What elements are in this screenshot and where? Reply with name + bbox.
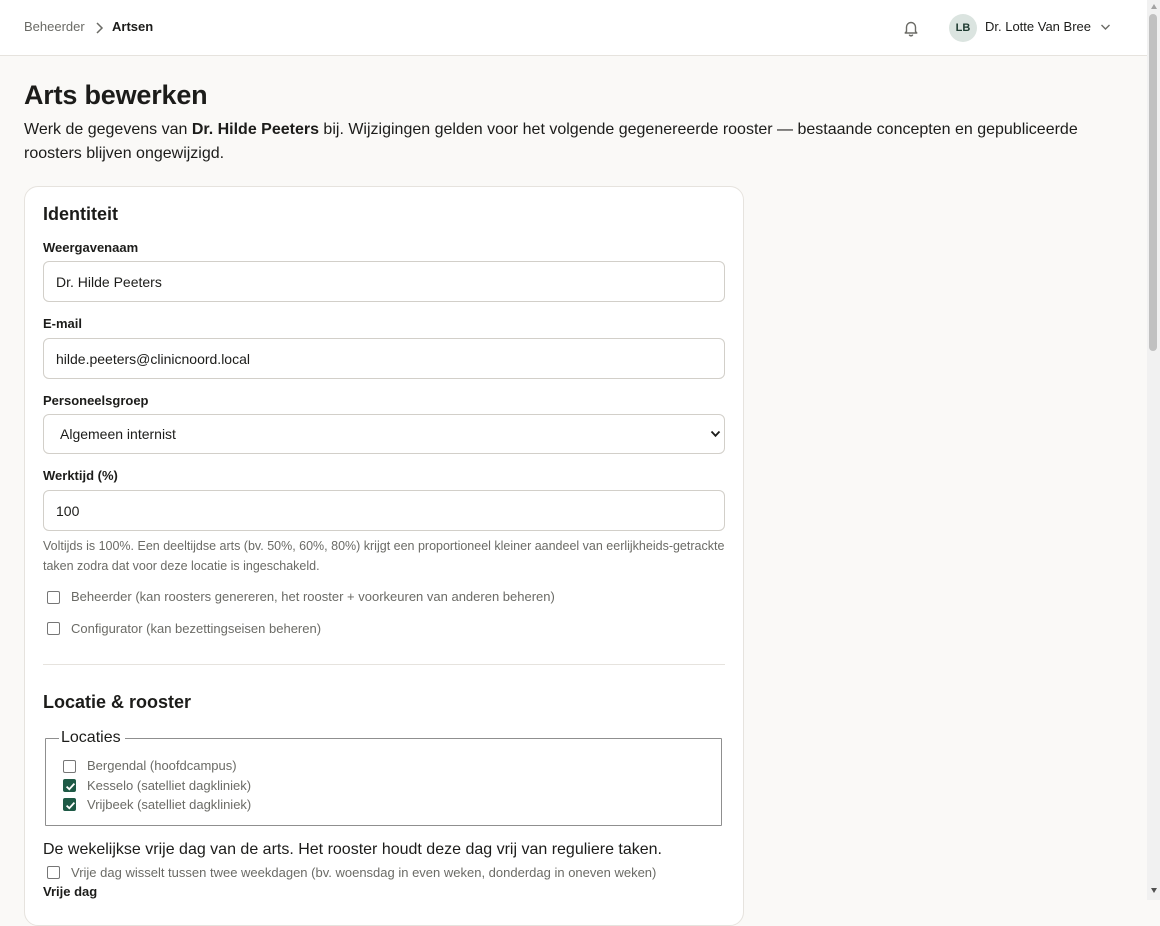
- scroll-up-arrow-icon[interactable]: [1151, 4, 1157, 9]
- chevron-down-icon: [710, 430, 721, 438]
- avatar[interactable]: LB: [949, 14, 977, 42]
- admin-role-checkbox[interactable]: [47, 591, 60, 604]
- staff-group-select[interactable]: [43, 414, 725, 454]
- page-intro: [24, 118, 1124, 166]
- intro-text-after: bij. Wijzigingen gelden voor het volgende gegenereerde rooster — bestaande concepten en gepubliceerde roosters blijven ongewijzigd.: [24, 121, 1078, 162]
- admin-role-label: Beheerder (kan roosters genereren, het rooster + voorkeuren van anderen beheren): [71, 589, 555, 604]
- configurator-role-label: Configurator (kan bezettingseisen beheren): [71, 621, 322, 636]
- breadcrumb-parent[interactable]: Beheerder: [24, 19, 85, 34]
- alternating-day-off-checkbox[interactable]: [47, 866, 60, 879]
- section-title-identity: Identiteit: [43, 204, 118, 224]
- location-checkbox-bergendal[interactable]: [63, 760, 76, 773]
- email-input[interactable]: [43, 338, 725, 379]
- section-divider: [43, 664, 725, 665]
- top-bar: [0, 0, 1147, 56]
- breadcrumb-current: Artsen: [112, 19, 154, 34]
- scrollbar-thumb[interactable]: [1149, 14, 1157, 351]
- chevron-down-icon[interactable]: [1100, 23, 1111, 31]
- worktime-help: Voltijds is 100%. Een deeltijdse arts (bv. 50%, 60%, 80%) krijgt een proportioneel kleiner aandeel van eerlijkheids-getrackte taken zodra dat voor deze locatie is ingeschakeld.: [43, 539, 725, 573]
- location-checkbox-vrijbeek[interactable]: [63, 798, 76, 811]
- location-label-bergendal: Bergendal (hoofdcampus): [87, 758, 237, 773]
- day-off-help: De wekelijkse vrije dag van de arts. Het rooster houdt deze dag vrij van reguliere taken.: [43, 841, 662, 858]
- user-name[interactable]: Dr. Lotte Van Bree: [985, 19, 1091, 34]
- day-off-label: Vrije dag: [43, 884, 98, 899]
- location-checkbox-kesselo[interactable]: [63, 779, 76, 792]
- alternating-day-off-label: Vrije dag wisselt tussen twee weekdagen (bv. woensdag in even weken, donderdag in oneven weken): [71, 865, 657, 880]
- chevron-right-icon: [94, 21, 104, 35]
- staff-group-label: Personeelsgroep: [43, 393, 149, 408]
- checkmark-icon: [64, 799, 77, 812]
- location-label-kesselo: Kesselo (satelliet dagkliniek): [87, 778, 252, 793]
- bell-icon[interactable]: [902, 19, 920, 37]
- display-name-input[interactable]: [43, 261, 725, 302]
- display-name-label: Weergavenaam: [43, 240, 139, 255]
- section-title-location: Locatie & rooster: [43, 692, 192, 712]
- intro-text-before: Werk de gegevens van: [24, 121, 192, 138]
- location-label-vrijbeek: Vrijbeek (satelliet dagkliniek): [87, 797, 252, 812]
- intro-doctor-name: Dr. Hilde Peeters: [191, 121, 319, 138]
- worktime-input[interactable]: [43, 490, 725, 531]
- email-label: E-mail: [43, 316, 83, 331]
- locations-legend: Locaties: [61, 729, 121, 746]
- staff-group-value: Algemeen internist: [60, 426, 176, 442]
- configurator-role-checkbox[interactable]: [47, 622, 60, 635]
- page-title: Arts bewerken: [24, 80, 208, 110]
- worktime-label: Werktijd (%): [43, 468, 118, 483]
- scroll-down-arrow-icon[interactable]: [1151, 888, 1157, 893]
- checkmark-icon: [64, 780, 77, 793]
